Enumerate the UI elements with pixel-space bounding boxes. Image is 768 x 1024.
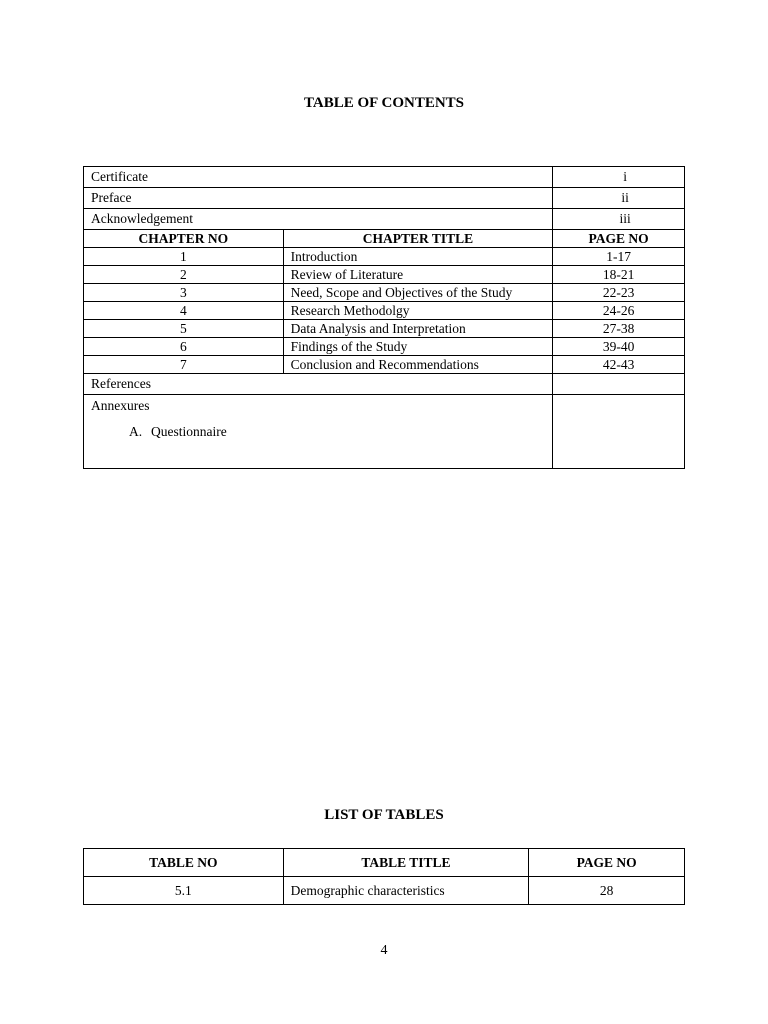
chapter-page: 42-43	[553, 356, 685, 374]
chapter-row	[84, 338, 685, 356]
table-title: Demographic characteristics	[283, 877, 529, 905]
chapter-page: 24-26	[553, 302, 685, 320]
table-no: 5.1	[84, 877, 284, 905]
chapter-page: 18-21	[553, 266, 685, 284]
references-page	[553, 374, 685, 395]
page-number: 4	[380, 943, 388, 958]
chapter-page: 22-23	[553, 284, 685, 302]
table-page: 28	[529, 877, 685, 905]
front-label: Acknowledgement	[84, 209, 553, 230]
toc-heading: TABLE OF CONTENTS	[303, 95, 465, 111]
chapter-no: 4	[84, 302, 284, 320]
front-label: Certificate	[84, 167, 553, 188]
lot-table	[83, 848, 685, 905]
chapter-no: 5	[84, 320, 284, 338]
front-page: ii	[553, 188, 685, 209]
chapter-row	[84, 284, 685, 302]
toc-table	[83, 166, 685, 469]
annexure-letter: A.	[129, 424, 143, 439]
annexures-label: Annexures	[91, 398, 150, 413]
chapter-no: 2	[84, 266, 284, 284]
chapter-page: 1-17	[553, 248, 685, 266]
header-table-title: TABLE TITLE	[283, 849, 529, 877]
lot-row	[84, 877, 685, 905]
chapter-title: Research Methodolgy	[283, 302, 553, 320]
chapter-no: 7	[84, 356, 284, 374]
annexure-item	[129, 424, 545, 440]
toc-front-row	[84, 188, 685, 209]
chapter-no: 1	[84, 248, 284, 266]
annexures-cell	[84, 395, 553, 469]
front-page: i	[553, 167, 685, 188]
references-row	[84, 374, 685, 395]
chapter-title: Introduction	[283, 248, 553, 266]
front-page: iii	[553, 209, 685, 230]
chapter-no: 6	[84, 338, 284, 356]
chapter-page: 39-40	[553, 338, 685, 356]
annexure-label: Questionnaire	[151, 424, 227, 439]
header-chapter-title: CHAPTER TITLE	[283, 230, 553, 248]
chapter-title: Conclusion and Recommendations	[283, 356, 553, 374]
annexures-page	[553, 395, 685, 469]
chapter-row	[84, 302, 685, 320]
chapter-row	[84, 266, 685, 284]
header-table-no: TABLE NO	[84, 849, 284, 877]
chapter-page: 27-38	[553, 320, 685, 338]
front-label: Preface	[84, 188, 553, 209]
toc-front-row	[84, 209, 685, 230]
header-chapter-no: CHAPTER NO	[84, 230, 284, 248]
chapter-no: 3	[84, 284, 284, 302]
chapter-title: Need, Scope and Objectives of the Study	[283, 284, 553, 302]
toc-front-row	[84, 167, 685, 188]
toc-header-row	[84, 230, 685, 248]
header-page-no: PAGE NO	[553, 230, 685, 248]
chapter-row	[84, 248, 685, 266]
chapter-title: Data Analysis and Interpretation	[283, 320, 553, 338]
chapter-title: Findings of the Study	[283, 338, 553, 356]
chapter-row	[84, 356, 685, 374]
lot-header-row	[84, 849, 685, 877]
references-label: References	[84, 374, 553, 395]
header-page-no: PAGE NO	[529, 849, 685, 877]
chapter-row	[84, 320, 685, 338]
chapter-title: Review of Literature	[283, 266, 553, 284]
lot-heading: LIST OF TABLES	[324, 807, 444, 823]
annexures-row	[84, 395, 685, 469]
